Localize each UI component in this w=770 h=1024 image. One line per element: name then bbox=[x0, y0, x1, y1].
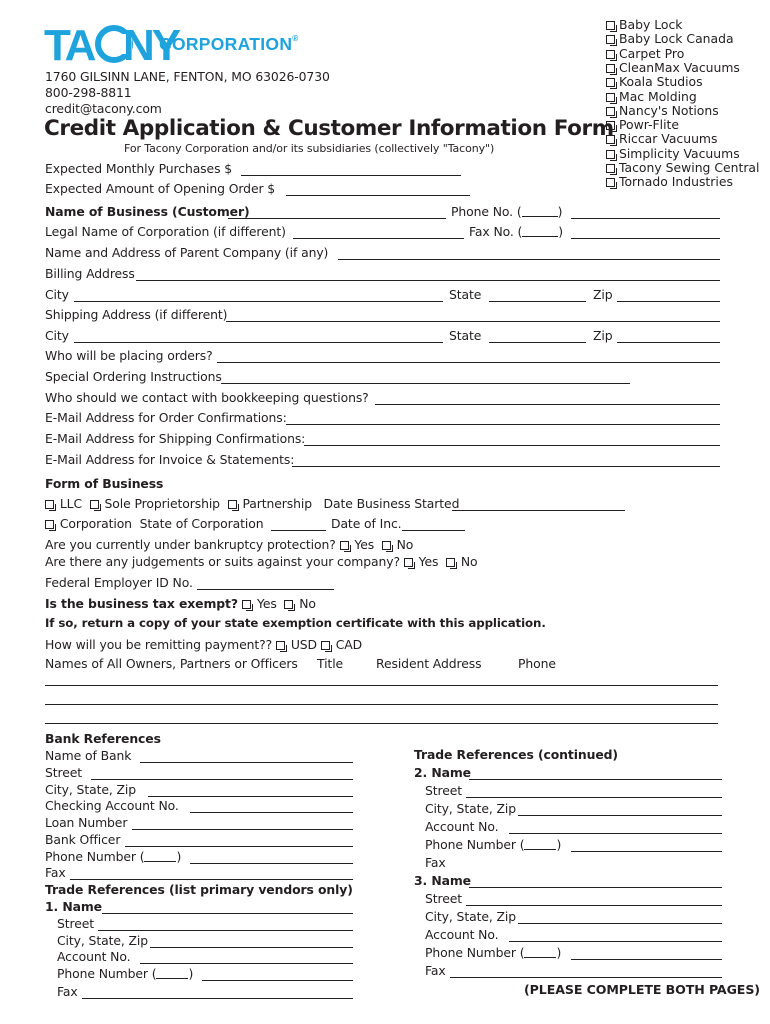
parent-company-label: Name and Address of Parent Company (if any) bbox=[45, 245, 329, 260]
trade3-account-label: Account No. bbox=[425, 927, 499, 942]
trade3-phone-label: Phone Number ( ) bbox=[425, 945, 562, 960]
zip-field[interactable] bbox=[617, 301, 720, 302]
exempt-note: If so, return a copy of your state exemption certificate with this application. bbox=[45, 616, 546, 630]
brand-item: Riccar Vacuums bbox=[606, 132, 717, 146]
opening-order-field[interactable] bbox=[286, 195, 470, 196]
parent-company-field[interactable] bbox=[338, 259, 720, 260]
trade2-name-field[interactable] bbox=[469, 779, 722, 780]
state-field[interactable] bbox=[489, 301, 586, 302]
email-invoice-label: E-Mail Address for Invoice & Statements: bbox=[45, 452, 295, 467]
cad-checkbox[interactable] bbox=[321, 641, 330, 650]
trade1-account-field[interactable] bbox=[140, 963, 353, 964]
company-email: credit@tacony.com bbox=[45, 101, 162, 116]
bank-fax-label: Fax bbox=[45, 865, 66, 880]
trade2-account-label: Account No. bbox=[425, 819, 499, 834]
owners-line-1[interactable] bbox=[45, 685, 718, 686]
email-invoice-field[interactable] bbox=[292, 466, 720, 467]
trade1-phone-field[interactable] bbox=[202, 980, 353, 981]
brand-item: Baby Lock bbox=[606, 18, 682, 32]
form-title: Credit Application & Customer Information Form bbox=[44, 116, 614, 141]
state-label: State bbox=[449, 287, 482, 302]
bank-checking-label: Checking Account No. bbox=[45, 798, 179, 813]
who-orders-label: Who will be placing orders? bbox=[45, 348, 213, 363]
brand-item: CleanMax Vacuums bbox=[606, 61, 740, 75]
billing-address-field[interactable] bbox=[136, 280, 720, 281]
tax-exempt-row: Is the business tax exempt? Yes No bbox=[45, 596, 316, 611]
monthly-purchases-label: Expected Monthly Purchases $ bbox=[45, 161, 233, 176]
trade3-fax-label: Fax bbox=[425, 963, 446, 978]
tax-exempt-yes-checkbox[interactable] bbox=[242, 600, 251, 609]
bank-checking-field[interactable] bbox=[190, 812, 353, 813]
date-inc-label: Date of Inc. bbox=[331, 516, 402, 531]
email-shipping-label: E-Mail Address for Shipping Confirmations: bbox=[45, 431, 306, 446]
trade1-street-field[interactable] bbox=[98, 930, 353, 931]
tacony-logo-mark bbox=[44, 20, 179, 70]
city-field[interactable] bbox=[74, 301, 443, 302]
svg-text:TA: TA bbox=[44, 21, 94, 70]
brand-item: Powr-Flite bbox=[606, 118, 679, 132]
legal-name-label: Legal Name of Corporation (if different) bbox=[45, 224, 286, 239]
email-shipping-field[interactable] bbox=[304, 445, 720, 446]
trade-references-heading: Trade References (list primary vendors only) bbox=[45, 882, 353, 897]
bankruptcy-yes-checkbox[interactable] bbox=[340, 541, 349, 550]
trade3-city-field[interactable] bbox=[518, 923, 722, 924]
business-name-field[interactable] bbox=[228, 218, 446, 219]
email-orders-field[interactable] bbox=[286, 424, 720, 425]
bank-phone-label: Phone Number ( ) bbox=[45, 849, 182, 864]
tax-exempt-no-checkbox[interactable] bbox=[284, 600, 293, 609]
trade3-name-label: 3. Name bbox=[414, 873, 471, 888]
bank-street-label: Street bbox=[45, 765, 83, 780]
bank-fax-field[interactable] bbox=[70, 879, 353, 880]
checkbox-icon[interactable] bbox=[606, 64, 615, 73]
bookkeeping-field[interactable] bbox=[375, 404, 720, 405]
owners-line-3[interactable] bbox=[45, 723, 718, 724]
shipping-state-field[interactable] bbox=[489, 342, 586, 343]
trade2-name-label: 2. Name bbox=[414, 765, 471, 780]
judgements-yes-checkbox[interactable] bbox=[404, 558, 413, 567]
trade2-street-label: Street bbox=[425, 783, 463, 798]
trade1-city-field[interactable] bbox=[150, 947, 353, 948]
bank-officer-field[interactable] bbox=[125, 846, 353, 847]
bank-name-field[interactable] bbox=[140, 762, 353, 763]
trade3-street-field[interactable] bbox=[466, 905, 722, 906]
checkbox-icon[interactable] bbox=[606, 164, 615, 173]
shipping-city-label: City bbox=[45, 328, 69, 343]
shipping-address-label: Shipping Address (if different) bbox=[45, 307, 228, 322]
phone-field[interactable] bbox=[571, 218, 720, 219]
shipping-state-label: State bbox=[449, 328, 482, 343]
brand-item: Carpet Pro bbox=[606, 47, 684, 61]
bank-street-field[interactable] bbox=[91, 779, 353, 780]
bank-references-heading: Bank References bbox=[45, 731, 161, 746]
fax-label: Fax No. ( ) bbox=[469, 224, 564, 239]
company-address: 1760 GILSINN LANE, FENTON, MO 63026-0730 bbox=[45, 69, 330, 84]
trade3-street-label: Street bbox=[425, 891, 463, 906]
zip-label: Zip bbox=[593, 287, 613, 302]
bank-city-field[interactable] bbox=[148, 796, 353, 797]
brand-item: Baby Lock Canada bbox=[606, 32, 734, 46]
billing-address-label: Billing Address bbox=[45, 266, 135, 281]
brand-item: Simplicity Vacuums bbox=[606, 147, 740, 161]
company-phone: 800-298-8811 bbox=[45, 85, 132, 100]
legal-name-field[interactable] bbox=[293, 238, 464, 239]
business-type-row: LLC Sole Proprietorship Partnership Date Business Started bbox=[45, 496, 459, 511]
brand-item: Mac Molding bbox=[606, 90, 697, 104]
trade2-fax-label: Fax bbox=[425, 855, 446, 870]
judgements-row: Are there any judgements or suits against your company? Yes No bbox=[45, 554, 478, 569]
checkbox-icon[interactable] bbox=[606, 35, 615, 44]
trade3-account-field[interactable] bbox=[509, 941, 722, 942]
bankruptcy-row: Are you currently under bankruptcy protection? Yes No bbox=[45, 537, 414, 552]
partnership-checkbox[interactable] bbox=[228, 500, 237, 509]
who-orders-field[interactable] bbox=[217, 362, 720, 363]
bank-city-label: City, State, Zip bbox=[45, 782, 137, 797]
fein-field[interactable] bbox=[197, 589, 334, 590]
svg-text:NY: NY bbox=[123, 21, 179, 70]
checkbox-icon[interactable] bbox=[606, 50, 615, 59]
corporation-row: Corporation State of Corporation bbox=[45, 516, 263, 531]
bank-phone-field[interactable] bbox=[190, 863, 353, 864]
owners-phone-col: Phone bbox=[518, 656, 556, 671]
bankruptcy-no-checkbox[interactable] bbox=[382, 541, 391, 550]
trade2-city-label: City, State, Zip bbox=[425, 801, 517, 816]
llc-checkbox[interactable] bbox=[45, 500, 54, 509]
bank-loan-label: Loan Number bbox=[45, 815, 128, 830]
shipping-address-field[interactable] bbox=[226, 321, 720, 322]
brand-item: Nancy's Notions bbox=[606, 104, 719, 118]
brand-item: Koala Studios bbox=[606, 75, 703, 89]
brand-item: Tacony Sewing Central bbox=[606, 161, 759, 175]
corporation-checkbox[interactable] bbox=[45, 520, 54, 529]
opening-order-label: Expected Amount of Opening Order $ bbox=[45, 181, 276, 196]
trade1-street-label: Street bbox=[57, 916, 95, 931]
monthly-purchases-field[interactable] bbox=[241, 175, 461, 176]
sole-proprietorship-checkbox[interactable] bbox=[90, 500, 99, 509]
bank-loan-field[interactable] bbox=[132, 829, 353, 830]
trade1-city-label: City, State, Zip bbox=[57, 933, 149, 948]
owners-line-2[interactable] bbox=[45, 704, 718, 705]
trade2-account-field[interactable] bbox=[509, 833, 722, 834]
trade2-street-field[interactable] bbox=[466, 797, 722, 798]
checkbox-icon[interactable] bbox=[606, 78, 615, 87]
bank-name-label: Name of Bank bbox=[45, 748, 132, 763]
trade1-name-field[interactable] bbox=[102, 913, 353, 914]
date-started-field[interactable] bbox=[452, 510, 625, 511]
trade2-city-field[interactable] bbox=[518, 815, 722, 816]
checkbox-icon[interactable] bbox=[606, 107, 615, 116]
bookkeeping-label: Who should we contact with bookkeeping questions? bbox=[45, 390, 369, 405]
fein-label: Federal Employer ID No. bbox=[45, 575, 193, 590]
city-label: City bbox=[45, 287, 69, 302]
checkbox-icon[interactable] bbox=[606, 93, 615, 102]
shipping-zip-label: Zip bbox=[593, 328, 613, 343]
trade2-phone-field[interactable] bbox=[571, 851, 722, 852]
checkbox-icon[interactable] bbox=[606, 178, 615, 187]
checkbox-icon[interactable] bbox=[606, 150, 615, 159]
business-name-label: Name of Business (Customer) bbox=[45, 204, 250, 219]
shipping-zip-field[interactable] bbox=[617, 342, 720, 343]
brand-item: Tornado Industries bbox=[606, 175, 733, 189]
form-of-business-heading: Form of Business bbox=[45, 476, 164, 491]
date-inc-field[interactable] bbox=[402, 530, 465, 531]
email-orders-label: E-Mail Address for Order Confirmations: bbox=[45, 410, 287, 425]
trade3-name-field[interactable] bbox=[469, 887, 722, 888]
judgements-no-checkbox[interactable] bbox=[446, 558, 455, 567]
trade1-phone-label: Phone Number ( ) bbox=[57, 966, 194, 981]
trade2-phone-label: Phone Number ( ) bbox=[425, 837, 562, 852]
special-instructions-label: Special Ordering Instructions bbox=[45, 369, 222, 384]
trade3-city-label: City, State, Zip bbox=[425, 909, 517, 924]
trade1-fax-label: Fax bbox=[57, 984, 78, 999]
trade1-fax-field[interactable] bbox=[82, 998, 353, 999]
complete-both-pages-note: (PLEASE COMPLETE BOTH PAGES) bbox=[524, 982, 760, 997]
shipping-city-field[interactable] bbox=[74, 342, 443, 343]
usd-checkbox[interactable] bbox=[276, 641, 285, 650]
trade3-fax-field[interactable] bbox=[450, 977, 722, 978]
special-instructions-field[interactable] bbox=[221, 383, 630, 384]
owners-resident-col: Resident Address bbox=[376, 656, 482, 671]
owners-label: Names of All Owners, Partners or Officers bbox=[45, 656, 298, 671]
trade-continued-heading: Trade References (continued) bbox=[414, 747, 618, 762]
state-of-corporation-field[interactable] bbox=[271, 530, 326, 531]
checkbox-icon[interactable] bbox=[606, 21, 615, 30]
remit-row: How will you be remitting payment?? USD CAD bbox=[45, 637, 363, 652]
owners-title-col: Title bbox=[317, 656, 344, 671]
logo-corporation-text: CORPORATION® bbox=[159, 34, 299, 54]
trade3-phone-field[interactable] bbox=[571, 959, 722, 960]
bank-officer-label: Bank Officer bbox=[45, 832, 121, 847]
phone-label: Phone No. ( ) bbox=[451, 204, 563, 219]
fax-field[interactable] bbox=[571, 238, 720, 239]
form-subtitle: For Tacony Corporation and/or its subsidiaries (collectively "Tacony") bbox=[124, 142, 495, 155]
trade1-name-label: 1. Name bbox=[45, 899, 102, 914]
trade1-account-label: Account No. bbox=[57, 949, 131, 964]
